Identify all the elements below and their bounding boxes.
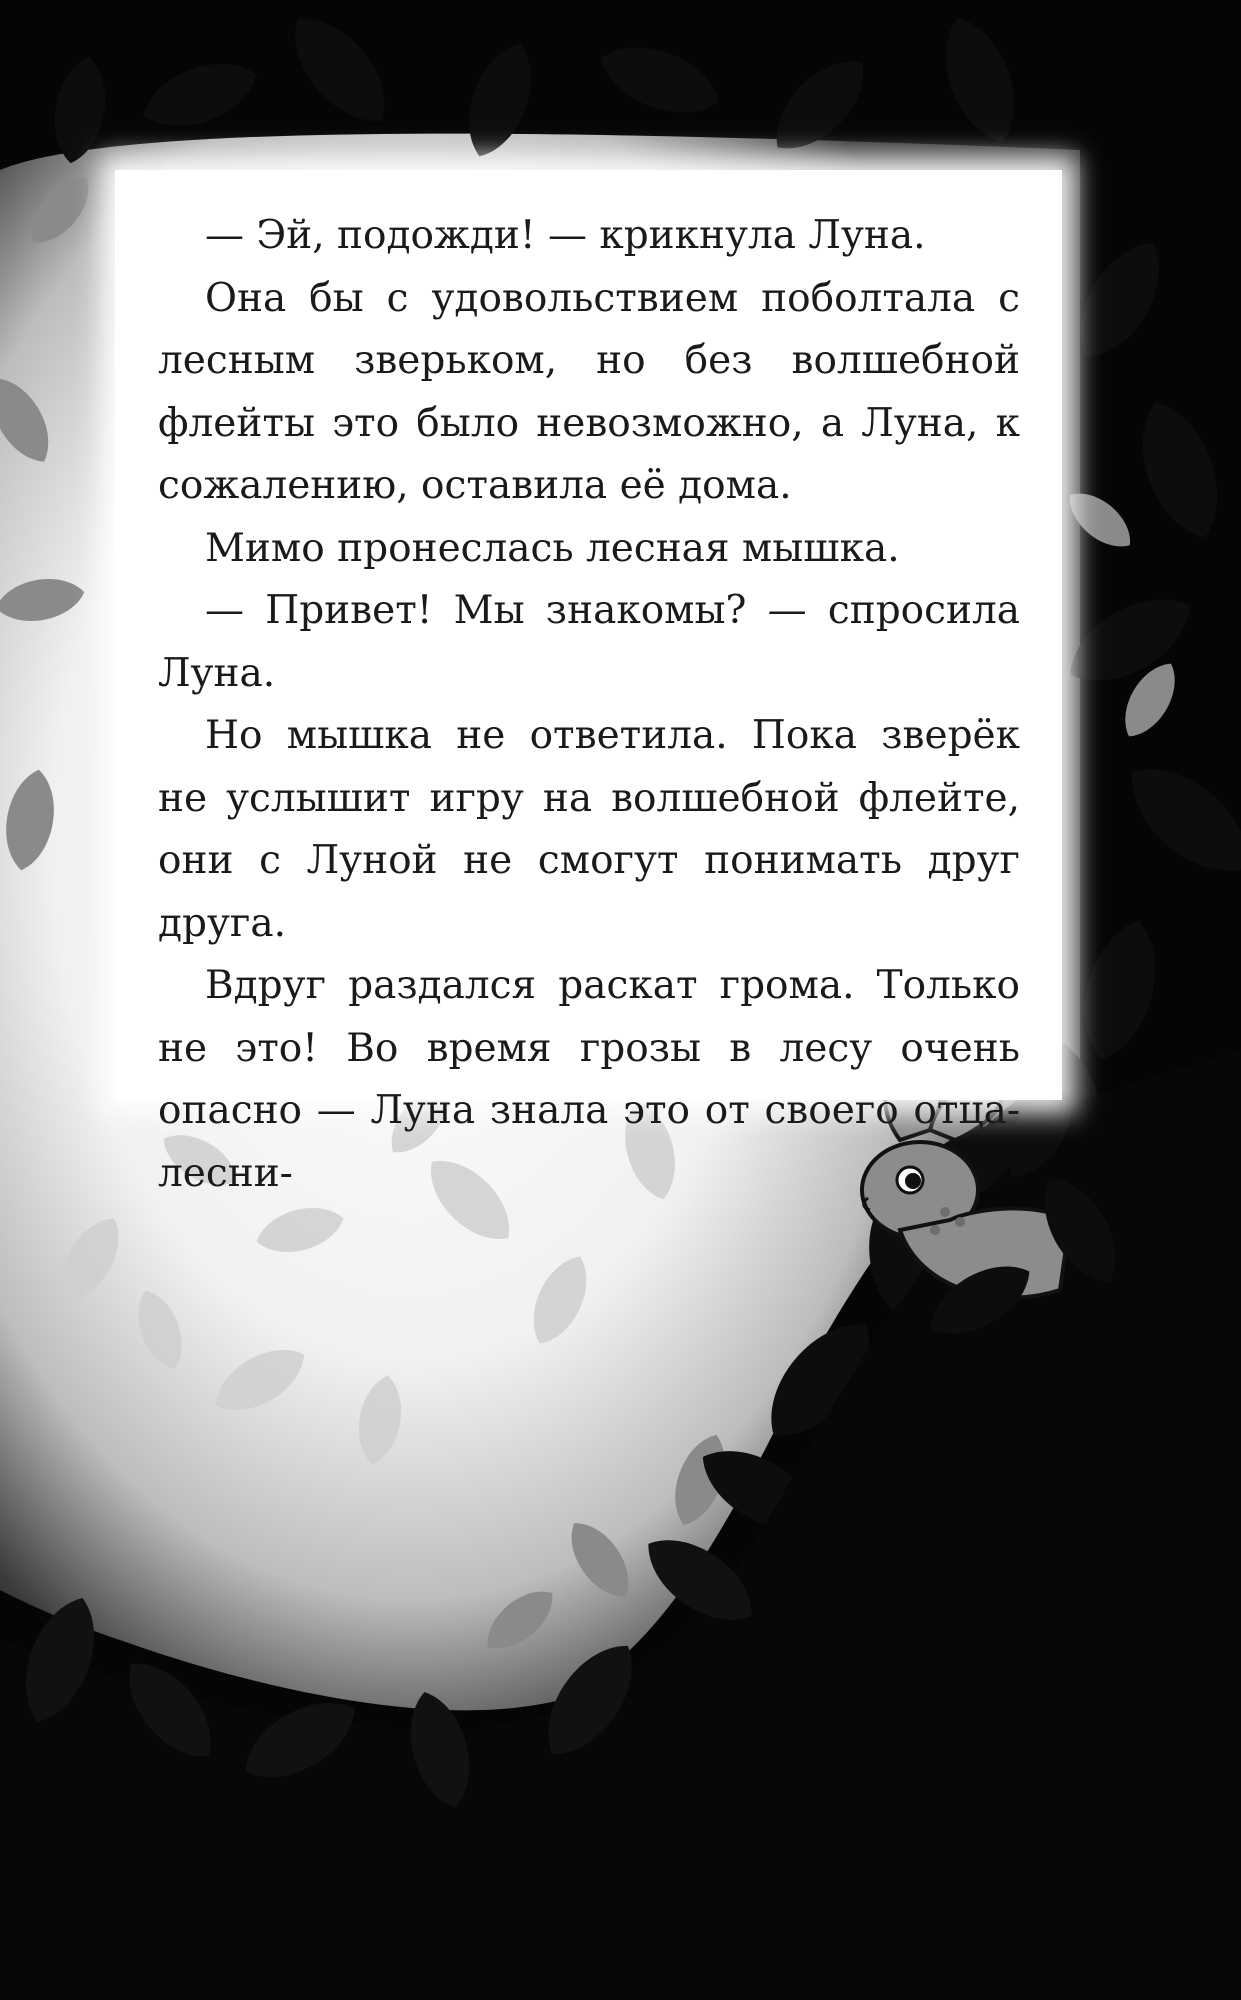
paragraph: Мимо пронеслась лесная мышка. xyxy=(205,525,900,571)
paragraph: Она бы с удовольствием поболтала с лесным зверьком, но без волшебной флейты это было невозможно, а Луна, к сожалению, оставила её дома. xyxy=(158,275,1020,508)
paragraph: — Эй, подожди! — крикнула Луна. xyxy=(205,213,926,258)
paragraph: — Привет! Мы знакомы? — спросила Луна. xyxy=(158,588,1020,696)
story-text xyxy=(158,205,1020,1205)
paragraph: Но мышка не ответила. Пока зверёк не услышит игру на волшебной флейте, они с Луной не смогут понимать друг друга. xyxy=(158,713,1020,946)
paragraph: Вдруг раздался раскат грома. Только не это! Во время грозы в лесу очень опасно — Луна знала это от своего отца-лесни- xyxy=(158,963,1020,1196)
